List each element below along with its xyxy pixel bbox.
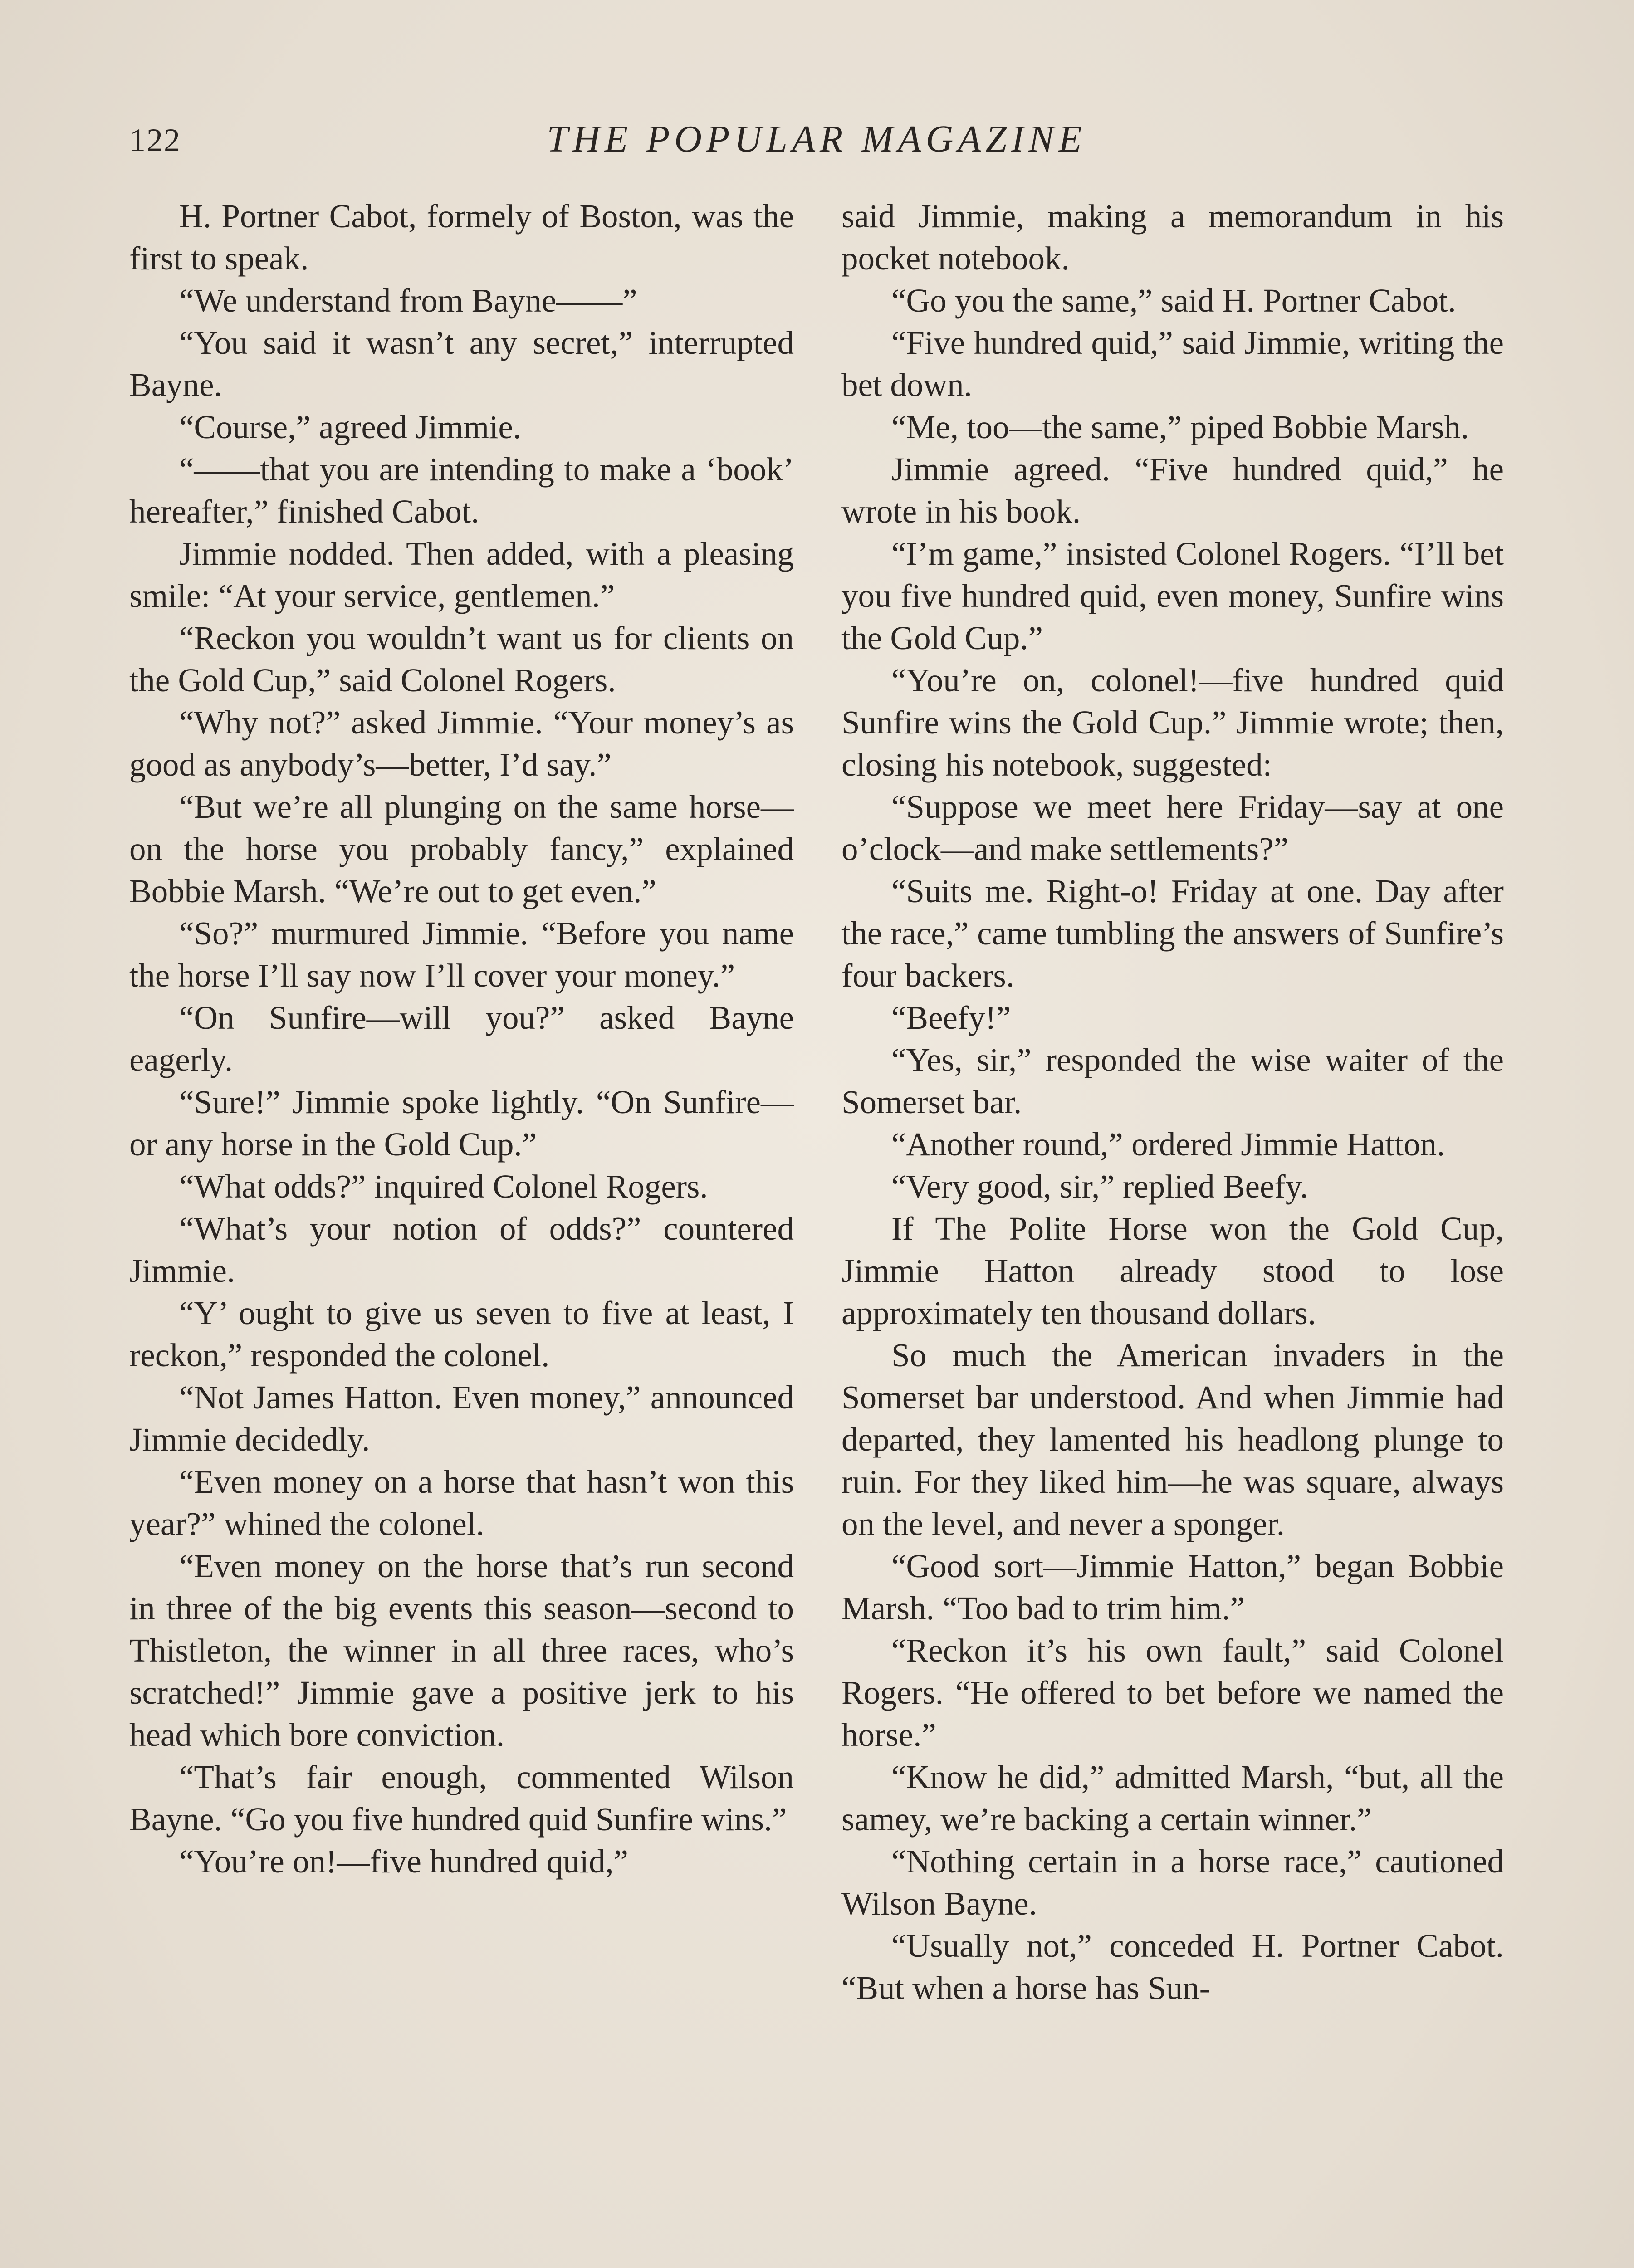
- right-column: [841, 195, 1504, 2009]
- paragraph: So much the American invaders in the Somerset bar understood. And when Jimmie had departed, they lamented his headlong plunge to ruin. For they liked him—he was square, always on the level, and never a sponger.: [841, 1337, 1504, 1542]
- paragraph: “——that you are intending to make a ‘book’ hereafter,” finished Cabot.: [129, 451, 794, 530]
- paragraph: “Yes, sir,” responded the wise waiter of the Somerset bar.: [841, 1041, 1504, 1120]
- paragraph: “Go you the same,” said H. Portner Cabot.: [891, 282, 1456, 319]
- paragraph: “You’re on!—five hundred quid,”: [179, 1843, 629, 1880]
- paragraph: “On Sunfire—will you?” asked Bayne eagerly.: [129, 999, 794, 1078]
- paragraph: “Good sort—Jimmie Hatton,” began Bobbie Marsh. “Too bad to trim him.”: [841, 1548, 1504, 1627]
- left-column: [129, 195, 794, 1882]
- paragraph: “Suits me. Right-o! Friday at one. Day after the race,” came tumbling the answers of Sunfire’s four backers.: [841, 873, 1504, 994]
- paragraph: “Suppose we meet here Friday—say at one o’clock—and make settlements?”: [841, 788, 1504, 867]
- paragraph: H. Portner Cabot, formely of Boston, was the first to speak.: [129, 198, 794, 277]
- paragraph: If The Polite Horse won the Gold Cup, Jimmie Hatton already stood to lose approximately ten thousand dollars.: [841, 1210, 1504, 1331]
- paragraph: “Not James Hatton. Even money,” announced Jimmie decidedly.: [129, 1379, 794, 1458]
- paragraph: “Usually not,” conceded H. Portner Cabot. “But when a horse has Sun-: [841, 1927, 1504, 2006]
- paragraph: Jimmie nodded. Then added, with a pleasing smile: “At your service, gentlemen.”: [129, 535, 794, 614]
- paragraph: Jimmie agreed. “Five hundred quid,” he wrote in his book.: [841, 451, 1504, 530]
- paragraph: “What’s your notion of odds?” countered Jimmie.: [129, 1210, 794, 1289]
- paragraph: “Reckon it’s his own fault,” said Colonel Rogers. “He offered to bet before we named the horse.”: [841, 1632, 1504, 1753]
- paragraph: “What odds?” inquired Colonel Rogers.: [179, 1168, 708, 1205]
- paragraph: “You said it wasn’t any secret,” interrupted Bayne.: [129, 324, 794, 403]
- page-header: [129, 117, 1504, 171]
- paragraph: “You’re on, colonel!—five hundred quid Sunfire wins the Gold Cup.” Jimmie wrote; then, closing his notebook, suggested:: [841, 662, 1504, 783]
- paragraph: “Y’ ought to give us seven to five at least, I reckon,” responded the colonel.: [129, 1295, 794, 1374]
- paragraph: “Reckon you wouldn’t want us for clients on the Gold Cup,” said Colonel Rogers.: [129, 620, 794, 699]
- paragraph: “Me, too—the same,” piped Bobbie Marsh.: [891, 409, 1469, 445]
- paragraph: “So?” murmured Jimmie. “Before you name the horse I’ll say now I’ll cover your money.”: [129, 915, 794, 994]
- paragraph: “Even money on the horse that’s run second in three of the big events this season—second to Thistleton, the winner in all three races, who’s scratched!” Jimmie gave a positive jerk to his head which bore conviction.: [129, 1548, 794, 1753]
- running-title: THE POPULAR MAGAZINE: [547, 118, 1086, 160]
- paragraph: “That’s fair enough, commented Wilson Bayne. “Go you five hundred quid Sunfire wins.”: [129, 1759, 794, 1838]
- paragraph: “Nothing certain in a horse race,” cautioned Wilson Bayne.: [841, 1843, 1504, 1922]
- paragraph: “We understand from Bayne——”: [179, 282, 637, 319]
- paragraph-continued: said Jimmie, making a memorandum in his pocket notebook.: [841, 198, 1504, 277]
- paragraph: “Why not?” asked Jimmie. “Your money’s as good as anybody’s—better, I’d say.”: [129, 704, 794, 783]
- paragraph: “I’m game,” insisted Colonel Rogers. “I’ll bet you five hundred quid, even money, Sunfire wins the Gold Cup.”: [841, 535, 1504, 656]
- page-number: 122: [129, 122, 181, 158]
- paragraph: “Even money on a horse that hasn’t won this year?” whined the colonel.: [129, 1463, 794, 1542]
- paragraph: “Five hundred quid,” said Jimmie, writing the bet down.: [841, 324, 1504, 403]
- paragraph: “Know he did,” admitted Marsh, “but, all the samey, we’re backing a certain winner.”: [841, 1759, 1504, 1838]
- paragraph: “Course,” agreed Jimmie.: [179, 409, 522, 445]
- paragraph: “Very good, sir,” replied Beefy.: [891, 1168, 1308, 1205]
- paragraph: “Beefy!”: [891, 999, 1011, 1036]
- paragraph: “Sure!” Jimmie spoke lightly. “On Sunfire—or any horse in the Gold Cup.”: [129, 1084, 794, 1163]
- paragraph: “Another round,” ordered Jimmie Hatton.: [891, 1126, 1445, 1163]
- paragraph: “But we’re all plunging on the same horse—on the horse you probably fancy,” explained Bobbie Marsh. “We’re out to get even.”: [129, 788, 794, 909]
